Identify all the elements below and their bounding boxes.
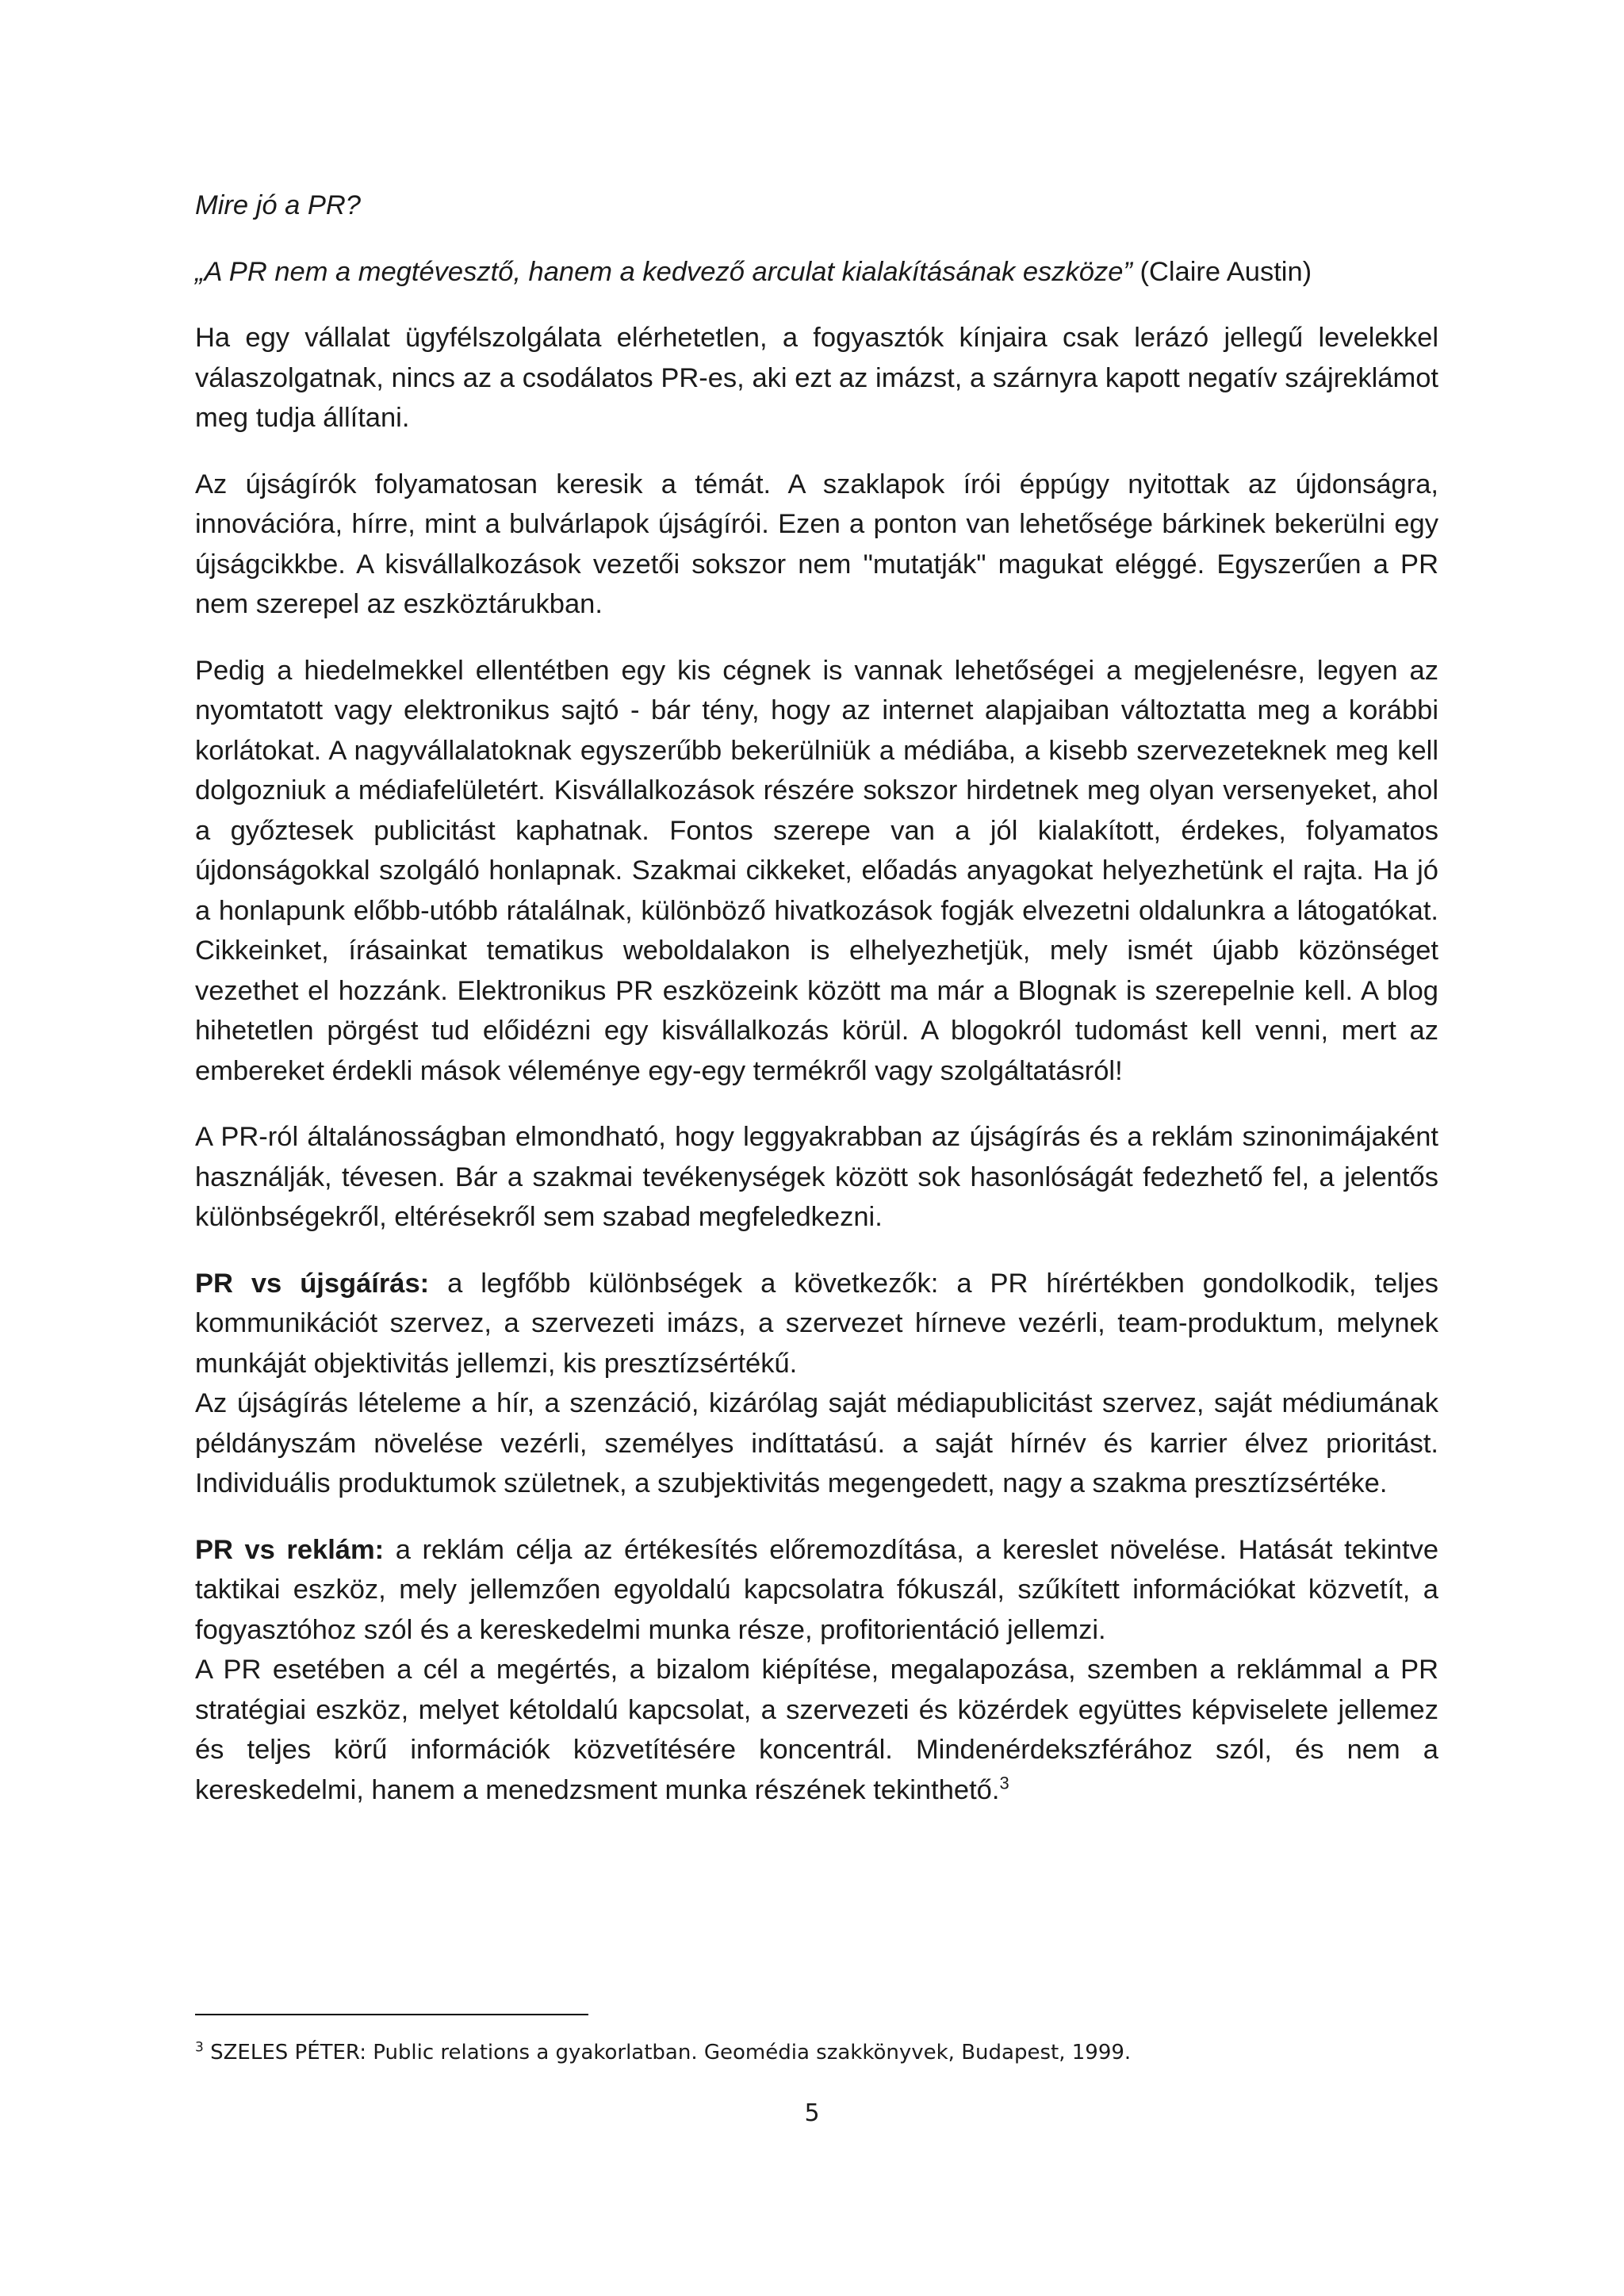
footnote-divider xyxy=(195,2014,588,2015)
footnote xyxy=(195,2039,1438,2066)
footnote-text: SZELES PÉTER: Public relations a gyakorlatban. Geomédia szakkönyvek, Budapest, 1999. xyxy=(203,2041,1132,2064)
pr-vs-advertising-heading: PR vs reklám: xyxy=(195,1534,385,1565)
document-body xyxy=(195,186,1438,1836)
footnote-reference: 3 xyxy=(999,1773,1009,1793)
quote-author: (Claire Austin) xyxy=(1139,256,1312,287)
quote-text: „A PR nem a megtévesztő, hanem a kedvező arculat kialakításának eszköze” xyxy=(195,256,1132,287)
pr-vs-advertising-text: a reklám célja az értékesítés előremozdítása, a kereslet növelése. Hatását tekintve taktikai eszköz, mely jellemzően egyoldalú kapcsolatra fókuszál, szűkített információkat közvetít, a fogyasztóhoz szól és a kereskedelmi munka része, profitorientáció jellemzi. xyxy=(195,1534,1439,1645)
advertising-continuation-text: A PR esetében a cél a megértés, a bizalom kiépítése, megalapozása, szemben a reklámmal a PR stratégiai eszköz, melyet kétoldalú kapcsolat, a szervezeti és közérdek együttes képviselete jellemez és teljes körű információk közvetítésére koncentrál. Mindenérdekszférához szól, és nem a kereskedelmi, hanem a menedzsment munka részének tekinthető. xyxy=(195,1655,1438,1805)
paragraph-small-business: Pedig a hiedelmekkel ellentétben egy kis cégnek is vannak lehetőségei a megjelenésre, legyen az nyomtatott vagy elektronikus sajtó - bár tény, hogy az internet alapjaiban változtatta meg a korábbi korlátokat. A nagyvállalatoknak egyszerűbb bekerülniük a médiába, a kisebb szervezeteknek meg kell dolgozniuk a médiafelületért. Kisvállalkozások részére sokszor hirdetnek meg olyan versenyeket, ahol a győztesek publicitást kaphatnak. Fontos szerepe van a jól kialakított, érdekes, folyamatos újdonságokkal szolgáló honlapnak. Szakmai cikkeket, előadás anyagokat helyezhetünk el rajta. Ha jó a honlapunk előbb-utóbb rátalálnak, különböző hivatkozások fogják elvezetni oldalunkra a látogatókat. Cikkeinket, írásainkat tematikus weboldalakon is elhelyezhetjük, mely ismét újabb közönséget vezethet el hozzánk. Elektronikus PR eszközeink között ma már a Blognak is szerepelnie kell. A blog hihetetlen pörgést tud előidézni egy kisvállalkozás körül. A blogokról tudomást kell venni, mert az embereket érdekli mások véleménye egy-egy termékről vagy szolgáltatásról! xyxy=(195,655,1438,1086)
paragraph-pr-vs-advertising xyxy=(195,1530,1438,1651)
paragraph-customer-service: Ha egy vállalat ügyfélszolgálata elérhetetlen, a fogyasztók kínjaira csak lerázó jellegű levelekkel válaszolgatnak, nincs az a csodálatos PR-es, aki ezt az imázst, a szárnyra kapott negatív szájreklámot meg tudja állítani. xyxy=(195,323,1438,433)
paragraph-advertising-continuation xyxy=(195,1650,1438,1810)
section-title: Mire jó a PR? xyxy=(195,190,361,220)
paragraph-journalists: Az újságírók folyamatosan keresik a témát. A szaklapok írói éppúgy nyitottak az újdonságra, innovációra, hírre, mint a bulvárlapok újságírói. Ezen a ponton van lehetősége bárkinek bekerülni egy újságcikkbe. A kisvállalkozások vezetői sokszor nem "mutatják" magukat eléggé. Egyszerűen a PR nem szerepel az eszköztárukban. xyxy=(195,469,1438,619)
paragraph-pr-general: A PR-ról általánosságban elmondható, hogy leggyakrabban az újságírás és a reklám szinonimájaként használják, tévesen. Bár a szakmai tevékenységek között sok hasonlóságát fedezhető fel, a jelentős különbségekről, eltérésekről sem szabad megfeledkezni. xyxy=(195,1122,1438,1232)
quote-paragraph xyxy=(195,252,1438,293)
pr-vs-journalism-heading: PR vs újsgáírás: xyxy=(195,1268,430,1299)
paragraph-journalism-continuation: Az újságírás lételeme a hír, a szenzáció, kizárólag saját médiapublicitást szervez, saját médiumának példányszám növelése vezérli, személyes indíttatású. a saját hírnév és karrier élvez prioritást. Individuális produktumok születnek, a szubjektivitás megengedett, nagy a szakma presztízsértéke. xyxy=(195,1388,1438,1498)
footnote-marker: 3 xyxy=(195,2039,204,2056)
pr-vs-journalism-text: a legfőbb különbségek a következők: a PR hírértékben gondolkodik, teljes kommunikációt szervez, a szervezeti imázs, a szervezet hírneve vezérli, team-produktum, melynek munkáját objektivitás jellemzi, kis presztízsértékű. xyxy=(195,1268,1439,1379)
page-number: 5 xyxy=(804,2099,820,2127)
paragraph-pr-vs-journalism xyxy=(195,1264,1438,1384)
